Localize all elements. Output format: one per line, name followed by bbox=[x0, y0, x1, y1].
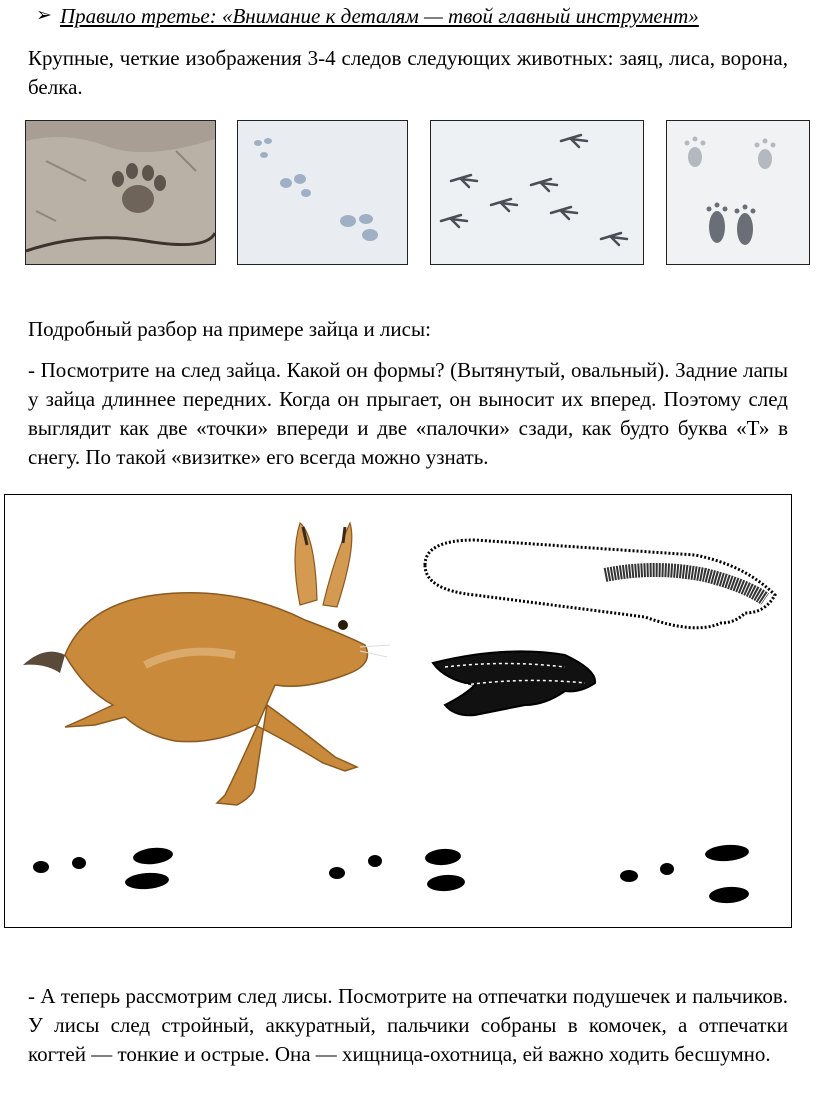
squirrel-tracks-photo bbox=[666, 120, 810, 265]
intro-paragraph: Крупные, четкие изображения 3-4 следов следующих животных: заяц, лиса, ворона, белка. bbox=[28, 46, 788, 99]
arrow-bullet-icon: ➢ bbox=[36, 5, 52, 26]
section-heading bbox=[36, 4, 699, 29]
hare-front-footprint bbox=[433, 651, 595, 715]
hare-tracks-photo bbox=[237, 120, 408, 265]
heading-text: Правило третье: «Внимание к деталям — твой главный инструмент» bbox=[60, 4, 699, 28]
hare-hind-footprint bbox=[425, 540, 775, 628]
analysis-title: Подробный разбор на примере зайца и лисы: bbox=[28, 317, 431, 341]
hare-illustration-figure bbox=[4, 494, 792, 928]
hare-track-sequence bbox=[33, 843, 750, 904]
hare-drawing bbox=[23, 523, 390, 805]
hare-analysis-paragraph: - Посмотрите на след зайца. Какой он формы? (Вытянутый, овальный). Задние лапы у зайца длиннее передних. Когда он прыгает, он выносит их вперед. Поэтому след выглядит как две «точки» впереди и две «палочки» сзади, как будто буква «Т» в снегу. По такой «визитке» его всегда можно узнать. bbox=[28, 358, 788, 469]
crow-tracks-photo bbox=[430, 120, 644, 265]
fox-track-photo bbox=[25, 120, 216, 265]
fox-analysis-paragraph: - А теперь рассмотрим след лисы. Посмотрите на отпечатки подушечек и пальчиков. У лисы след стройный, аккуратный, пальчики собраны в комочек, а отпечатки когтей — тонкие и острые. Она — хищница-охотница, ей важно ходить бесшумно. bbox=[28, 984, 788, 1066]
